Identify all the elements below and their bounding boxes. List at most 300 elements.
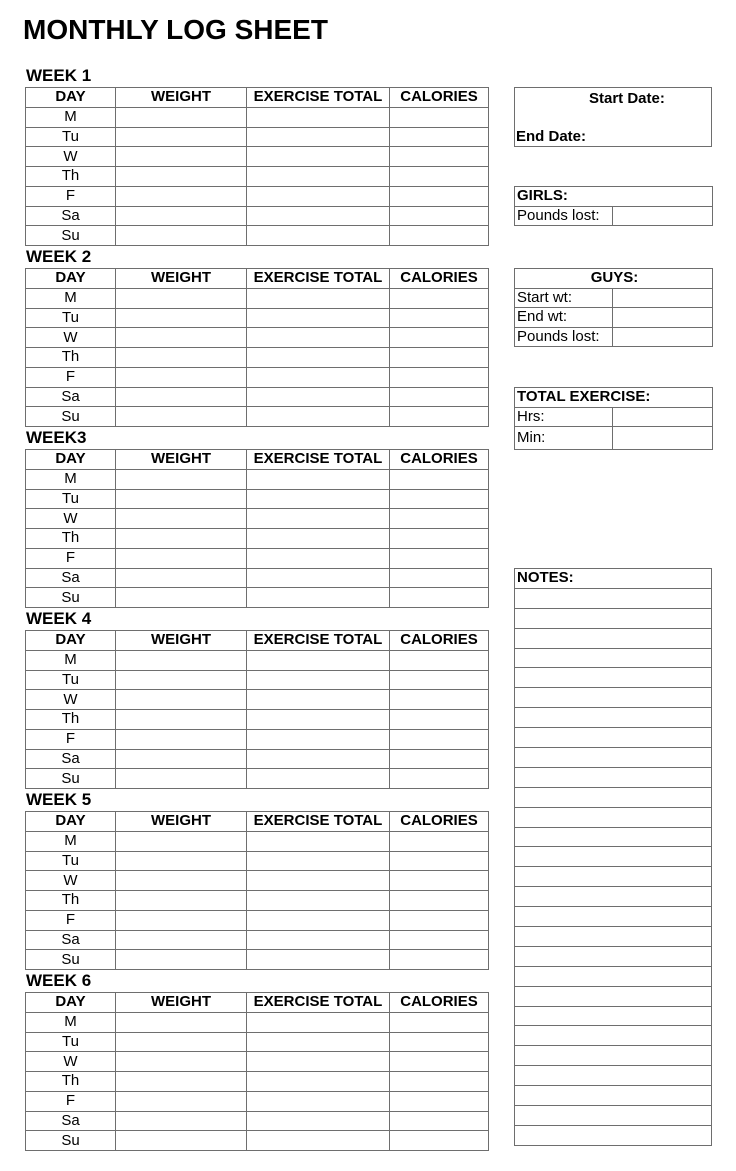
exercise-total-cell[interactable] (247, 690, 390, 710)
week-log-table (25, 992, 489, 1151)
table-row (26, 1012, 489, 1032)
notes-line[interactable] (515, 1046, 712, 1066)
date-box (514, 87, 712, 147)
column-header: CALORIES (390, 993, 489, 1013)
day-cell: Tu (26, 127, 116, 147)
exercise-total-cell[interactable] (247, 568, 390, 588)
table-header-row (26, 269, 489, 289)
calories-cell[interactable] (390, 509, 489, 529)
day-cell: Sa (26, 930, 116, 950)
table-row (26, 348, 489, 368)
table-row (26, 891, 489, 911)
week-log-table (25, 268, 489, 427)
table-row (26, 308, 489, 328)
notes-line[interactable] (515, 688, 712, 708)
table-row (26, 588, 489, 608)
weight-cell[interactable] (116, 206, 247, 226)
table-header-row (26, 993, 489, 1013)
calories-cell[interactable] (390, 749, 489, 769)
day-cell: Tu (26, 1032, 116, 1052)
notes-line[interactable] (515, 748, 712, 768)
exercise-total-cell[interactable] (247, 910, 390, 930)
calories-cell[interactable] (390, 670, 489, 690)
table-row (26, 206, 489, 226)
notes-line[interactable] (515, 907, 712, 927)
calories-cell[interactable] (390, 529, 489, 549)
day-cell: Th (26, 1072, 116, 1092)
calories-cell[interactable] (390, 851, 489, 871)
weight-cell[interactable] (116, 489, 247, 509)
weight-cell[interactable] (116, 387, 247, 407)
exercise-total-cell[interactable] (247, 871, 390, 891)
column-header: EXERCISE TOTAL (247, 88, 390, 108)
exercise-total-cell[interactable] (247, 1032, 390, 1052)
week-label: WEEK 1 (26, 66, 92, 85)
weight-cell[interactable] (116, 328, 247, 348)
day-cell: Su (26, 950, 116, 970)
notes-line[interactable] (515, 1026, 712, 1046)
column-header: WEIGHT (116, 88, 247, 108)
calories-cell[interactable] (390, 308, 489, 328)
exercise-total-cell[interactable] (247, 1052, 390, 1072)
calories-cell[interactable] (390, 367, 489, 387)
notes-line[interactable] (515, 588, 712, 608)
page-title: MONTHLY LOG SHEET (23, 14, 328, 45)
calories-cell[interactable] (390, 387, 489, 407)
exercise-total-cell[interactable] (247, 831, 390, 851)
exercise-total-cell[interactable] (247, 469, 390, 489)
calories-cell[interactable] (390, 950, 489, 970)
day-cell: Su (26, 226, 116, 246)
table-row (26, 226, 489, 246)
table-row (26, 650, 489, 670)
table-row (26, 186, 489, 206)
day-cell: Th (26, 710, 116, 730)
calories-cell[interactable] (390, 348, 489, 368)
table-row (26, 930, 489, 950)
table-row (26, 167, 489, 187)
calories-cell[interactable] (390, 186, 489, 206)
exercise-total-cell[interactable] (247, 749, 390, 769)
calories-cell[interactable] (390, 1131, 489, 1151)
calories-cell[interactable] (390, 407, 489, 427)
weight-cell[interactable] (116, 1131, 247, 1151)
table-row (26, 469, 489, 489)
notes-line[interactable] (515, 827, 712, 847)
day-cell: F (26, 1091, 116, 1111)
table-row (26, 729, 489, 749)
exercise-total-cell[interactable] (247, 650, 390, 670)
column-header: WEIGHT (116, 812, 247, 832)
notes-line[interactable] (515, 966, 712, 986)
calories-cell[interactable] (390, 1052, 489, 1072)
table-row (26, 851, 489, 871)
column-header: CALORIES (390, 812, 489, 832)
weight-cell[interactable] (116, 1052, 247, 1072)
girls-header: GIRLS: (515, 187, 713, 207)
calories-cell[interactable] (390, 831, 489, 851)
weight-cell[interactable] (116, 367, 247, 387)
table-row (26, 288, 489, 308)
calories-cell[interactable] (390, 226, 489, 246)
guys-start-wt-field[interactable] (613, 288, 713, 308)
table-row (26, 548, 489, 568)
hrs-field[interactable] (613, 407, 713, 427)
guys-end-wt-field[interactable] (613, 308, 713, 328)
weight-cell[interactable] (116, 749, 247, 769)
calories-cell[interactable] (390, 328, 489, 348)
weight-cell[interactable] (116, 147, 247, 167)
day-cell: W (26, 328, 116, 348)
day-cell: Sa (26, 1111, 116, 1131)
weight-cell[interactable] (116, 670, 247, 690)
weight-cell[interactable] (116, 930, 247, 950)
exercise-total-cell[interactable] (247, 167, 390, 187)
calories-cell[interactable] (390, 710, 489, 730)
notes-line[interactable] (515, 1086, 712, 1106)
day-cell: Sa (26, 749, 116, 769)
calories-cell[interactable] (390, 1091, 489, 1111)
weight-cell[interactable] (116, 469, 247, 489)
column-header: DAY (26, 631, 116, 651)
calories-cell[interactable] (390, 1012, 489, 1032)
weight-cell[interactable] (116, 348, 247, 368)
day-cell: F (26, 729, 116, 749)
day-cell: F (26, 910, 116, 930)
calories-cell[interactable] (390, 729, 489, 749)
exercise-total-cell[interactable] (247, 107, 390, 127)
day-cell: M (26, 831, 116, 851)
weight-cell[interactable] (116, 1012, 247, 1032)
exercise-total-cell[interactable] (247, 1111, 390, 1131)
week-log-table (25, 630, 489, 789)
exercise-total-cell[interactable] (247, 206, 390, 226)
column-header: DAY (26, 88, 116, 108)
hrs-label: Hrs: (515, 407, 613, 427)
day-cell: F (26, 548, 116, 568)
exercise-total-cell[interactable] (247, 1072, 390, 1092)
weight-cell[interactable] (116, 851, 247, 871)
notes-line[interactable] (515, 1006, 712, 1026)
calories-cell[interactable] (390, 469, 489, 489)
weight-cell[interactable] (116, 690, 247, 710)
table-row (26, 871, 489, 891)
day-cell: Su (26, 769, 116, 789)
table-row (26, 950, 489, 970)
column-header: WEIGHT (116, 450, 247, 470)
table-row (26, 387, 489, 407)
calories-cell[interactable] (390, 769, 489, 789)
weight-cell[interactable] (116, 226, 247, 246)
exercise-total-cell[interactable] (247, 127, 390, 147)
exercise-total-cell[interactable] (247, 1091, 390, 1111)
week-label: WEEK 5 (26, 790, 92, 809)
week-3-section (25, 426, 489, 608)
column-header: EXERCISE TOTAL (247, 812, 390, 832)
calories-cell[interactable] (390, 871, 489, 891)
table-row (26, 710, 489, 730)
exercise-total-cell[interactable] (247, 226, 390, 246)
weight-cell[interactable] (116, 910, 247, 930)
notes-line[interactable] (515, 1106, 712, 1126)
weight-cell[interactable] (116, 186, 247, 206)
exercise-total-cell[interactable] (247, 851, 390, 871)
day-cell: Sa (26, 206, 116, 226)
weight-cell[interactable] (116, 167, 247, 187)
exercise-total-cell[interactable] (247, 670, 390, 690)
table-row (26, 1032, 489, 1052)
weight-cell[interactable] (116, 1111, 247, 1131)
notes-line[interactable] (515, 867, 712, 887)
column-header: WEIGHT (116, 631, 247, 651)
table-row (26, 529, 489, 549)
notes-line[interactable] (515, 787, 712, 807)
exercise-total-cell[interactable] (247, 729, 390, 749)
guys-box (514, 268, 712, 347)
exercise-total-cell[interactable] (247, 588, 390, 608)
calories-cell[interactable] (390, 568, 489, 588)
table-row (26, 1111, 489, 1131)
calories-cell[interactable] (390, 489, 489, 509)
exercise-total-cell[interactable] (247, 348, 390, 368)
exercise-total-cell[interactable] (247, 147, 390, 167)
min-label: Min: (515, 427, 613, 450)
column-header: DAY (26, 450, 116, 470)
weight-cell[interactable] (116, 308, 247, 328)
calories-cell[interactable] (390, 930, 489, 950)
total-exercise-header: TOTAL EXERCISE: (515, 388, 713, 408)
guys-header: GUYS: (515, 269, 713, 289)
calories-cell[interactable] (390, 690, 489, 710)
table-row (26, 407, 489, 427)
table-row (26, 831, 489, 851)
exercise-total-cell[interactable] (247, 1012, 390, 1032)
weight-cell[interactable] (116, 588, 247, 608)
guys-end-wt-label: End wt: (515, 308, 613, 328)
notes-box (514, 568, 712, 1146)
weight-cell[interactable] (116, 650, 247, 670)
day-cell: Su (26, 1131, 116, 1151)
day-cell: Su (26, 407, 116, 427)
day-cell: M (26, 469, 116, 489)
weight-cell[interactable] (116, 568, 247, 588)
weight-cell[interactable] (116, 769, 247, 789)
notes-line[interactable] (515, 708, 712, 728)
week-5-section (25, 788, 489, 970)
table-header-row (26, 88, 489, 108)
table-row (26, 1091, 489, 1111)
weight-cell[interactable] (116, 407, 247, 427)
weight-cell[interactable] (116, 107, 247, 127)
column-header: EXERCISE TOTAL (247, 269, 390, 289)
column-header: EXERCISE TOTAL (247, 450, 390, 470)
weight-cell[interactable] (116, 529, 247, 549)
exercise-total-cell[interactable] (247, 288, 390, 308)
notes-line[interactable] (515, 807, 712, 827)
column-header: CALORIES (390, 269, 489, 289)
week-label: WEEK 6 (26, 971, 92, 990)
notes-line[interactable] (515, 927, 712, 947)
day-cell: M (26, 1012, 116, 1032)
weight-cell[interactable] (116, 831, 247, 851)
table-row (26, 690, 489, 710)
day-cell: Sa (26, 568, 116, 588)
weight-cell[interactable] (116, 729, 247, 749)
week-4-section (25, 607, 489, 789)
week-label: WEEK 2 (26, 247, 92, 266)
notes-line[interactable] (515, 608, 712, 628)
day-cell: Th (26, 891, 116, 911)
calories-cell[interactable] (390, 127, 489, 147)
weight-cell[interactable] (116, 548, 247, 568)
weight-cell[interactable] (116, 950, 247, 970)
table-row (26, 147, 489, 167)
week-1-section (25, 64, 489, 246)
table-row (26, 1072, 489, 1092)
column-header: WEIGHT (116, 993, 247, 1013)
table-row (26, 509, 489, 529)
notes-line[interactable] (515, 946, 712, 966)
column-header: DAY (26, 993, 116, 1013)
calories-cell[interactable] (390, 1072, 489, 1092)
calories-cell[interactable] (390, 891, 489, 911)
calories-cell[interactable] (390, 206, 489, 226)
table-header-row (26, 812, 489, 832)
weight-cell[interactable] (116, 288, 247, 308)
notes-line[interactable] (515, 648, 712, 668)
table-row (26, 127, 489, 147)
end-date-label: End Date: (516, 128, 587, 145)
exercise-total-cell[interactable] (247, 769, 390, 789)
exercise-total-cell[interactable] (247, 489, 390, 509)
calories-cell[interactable] (390, 910, 489, 930)
week-6-section (25, 969, 489, 1151)
exercise-total-cell[interactable] (247, 509, 390, 529)
table-row (26, 568, 489, 588)
exercise-total-cell[interactable] (247, 1131, 390, 1151)
table-row (26, 328, 489, 348)
table-header-row (26, 450, 489, 470)
column-header: CALORIES (390, 450, 489, 470)
day-cell: W (26, 1052, 116, 1072)
table-row (26, 749, 489, 769)
day-cell: M (26, 107, 116, 127)
day-cell: W (26, 147, 116, 167)
calories-cell[interactable] (390, 288, 489, 308)
exercise-total-cell[interactable] (247, 387, 390, 407)
column-header: WEIGHT (116, 269, 247, 289)
weight-cell[interactable] (116, 1072, 247, 1092)
column-header: DAY (26, 269, 116, 289)
day-cell: M (26, 288, 116, 308)
weight-cell[interactable] (116, 871, 247, 891)
table-row (26, 769, 489, 789)
notes-line[interactable] (515, 668, 712, 688)
exercise-total-cell[interactable] (247, 407, 390, 427)
table-row (26, 489, 489, 509)
girls-box (514, 186, 712, 226)
day-cell: Su (26, 588, 116, 608)
table-row (26, 107, 489, 127)
exercise-total-cell[interactable] (247, 930, 390, 950)
weight-cell[interactable] (116, 1091, 247, 1111)
weight-cell[interactable] (116, 891, 247, 911)
exercise-total-cell[interactable] (247, 710, 390, 730)
day-cell: Th (26, 348, 116, 368)
weight-cell[interactable] (116, 509, 247, 529)
exercise-total-cell[interactable] (247, 186, 390, 206)
day-cell: Tu (26, 851, 116, 871)
total-exercise-box (514, 387, 712, 450)
day-cell: W (26, 509, 116, 529)
guys-pounds-lost-field[interactable] (613, 327, 713, 347)
weight-cell[interactable] (116, 127, 247, 147)
notes-line[interactable] (515, 847, 712, 867)
calories-cell[interactable] (390, 167, 489, 187)
column-header: CALORIES (390, 88, 489, 108)
day-cell: Tu (26, 489, 116, 509)
start-date-label: Start Date: (589, 90, 665, 107)
exercise-total-cell[interactable] (247, 548, 390, 568)
guys-start-wt-label: Start wt: (515, 288, 613, 308)
week-2-section (25, 245, 489, 427)
min-field[interactable] (613, 427, 713, 450)
table-row (26, 670, 489, 690)
exercise-total-cell[interactable] (247, 529, 390, 549)
week-log-table (25, 449, 489, 608)
calories-cell[interactable] (390, 1032, 489, 1052)
notes-line[interactable] (515, 728, 712, 748)
calories-cell[interactable] (390, 548, 489, 568)
calories-cell[interactable] (390, 1111, 489, 1131)
day-cell: W (26, 690, 116, 710)
day-cell: F (26, 367, 116, 387)
exercise-total-cell[interactable] (247, 308, 390, 328)
day-cell: Tu (26, 308, 116, 328)
day-cell: Th (26, 167, 116, 187)
notes-line[interactable] (515, 767, 712, 787)
week-log-table (25, 87, 489, 246)
exercise-total-cell[interactable] (247, 367, 390, 387)
girls-pounds-lost-field[interactable] (613, 206, 713, 226)
exercise-total-cell[interactable] (247, 328, 390, 348)
table-row (26, 910, 489, 930)
weight-cell[interactable] (116, 710, 247, 730)
notes-line[interactable] (515, 887, 712, 907)
table-row (26, 367, 489, 387)
week-label: WEEK3 (26, 428, 87, 447)
column-header: EXERCISE TOTAL (247, 993, 390, 1013)
notes-line[interactable] (515, 986, 712, 1006)
week-log-table (25, 811, 489, 970)
calories-cell[interactable] (390, 650, 489, 670)
calories-cell[interactable] (390, 147, 489, 167)
notes-header: NOTES: (515, 569, 712, 589)
exercise-total-cell[interactable] (247, 950, 390, 970)
week-label: WEEK 4 (26, 609, 92, 628)
notes-line[interactable] (515, 628, 712, 648)
column-header: EXERCISE TOTAL (247, 631, 390, 651)
calories-cell[interactable] (390, 107, 489, 127)
day-cell: Tu (26, 670, 116, 690)
calories-cell[interactable] (390, 588, 489, 608)
day-cell: F (26, 186, 116, 206)
notes-line[interactable] (515, 1125, 712, 1145)
notes-line[interactable] (515, 1066, 712, 1086)
guys-pounds-lost-label: Pounds lost: (515, 327, 613, 347)
weight-cell[interactable] (116, 1032, 247, 1052)
exercise-total-cell[interactable] (247, 891, 390, 911)
